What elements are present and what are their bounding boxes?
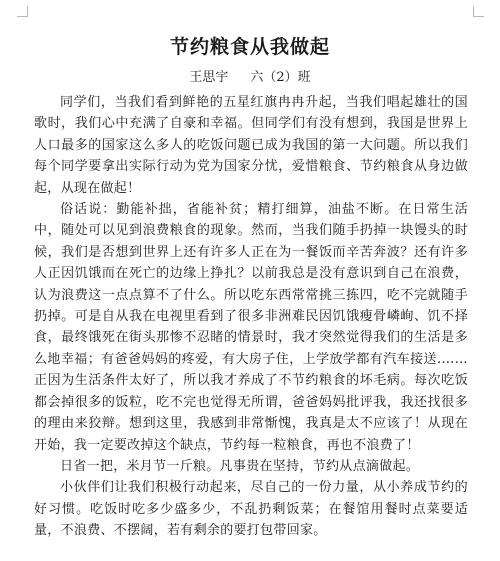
paragraph-3: 日省一把，米月节一斤粮。凡事贵在坚持，节约从点滴做起。 [60, 458, 420, 474]
document-title: 节约粮食从我做起 [169, 36, 330, 58]
class-name: 六（2）班 [250, 70, 311, 85]
author-name: 王思宇 [189, 70, 229, 85]
paragraph-1: 同学们，当我们看到鲜艳的五星红旗冉冉升起，当我们唱起雄壮的国歌时，我们心中充满了自豪和幸福。但同学们有没有想到，我国是世界上人口最多的国家这么多人的吃饭问题已成为我国的第一大问题。所以我们每个同学要拿出实际行动为党为国家分忧，爱惜粮食、节约粮食从身边做起，从现在做起！ [34, 95, 468, 196]
document-body [34, 92, 468, 542]
paragraph-2: 俗话说：勤能补拙，省能补贫；精打细算，油盐不断。在日常生活中，随处可以见到浪费粮食的现象。然而，当我们随手扔掉一块馒头的时候，我们是否想到世界上还有许多人正在为一餐饭而辛苦奔波？还有许多人正因饥饿而在死亡的边缘上挣扎？以前我总是没有意识到自己在浪费，认为浪费这一点点算不了什么。所以吃东西常常挑三拣四，吃不完就随手扔掉。可是自从我在电视里看到了很多非洲难民因饥饿瘦骨嶙峋、饥不择食，最终饿死在街头那惨不忍睹的情景时，我才突然觉得我们的生活是多么地幸福；有爸爸妈妈的疼爱，有大房子住，上学放学都有汽车接送.……正因为生活条件太好了，所以我才养成了不节约粮食的坏毛病。每次吃饭都会掉很多的饭粒，吃不完也觉得无所谓，爸爸妈妈批评我，我还找很多的理由来狡辩。想到这里，我感到非常惭愧，我真是太不应该了！从现在开始，我一定要改掉这个缺点，节约每一粒粮食，再也不浪费了！ [34, 202, 468, 453]
byline [0, 66, 500, 85]
paragraph-4: 小伙伴们让我们积极行动起来，尽自己的一份力量，从小养成节约的好习惯。吃饭时吃多少盛多少，不乱扔剩饭菜；在餐馆用餐时点菜要适量，不浪费、不摆阔，若有剩余的要打包带回家。 [34, 480, 468, 539]
page-corner-mark-top-right [473, 6, 484, 17]
page-corner-mark-top-left [17, 6, 28, 17]
